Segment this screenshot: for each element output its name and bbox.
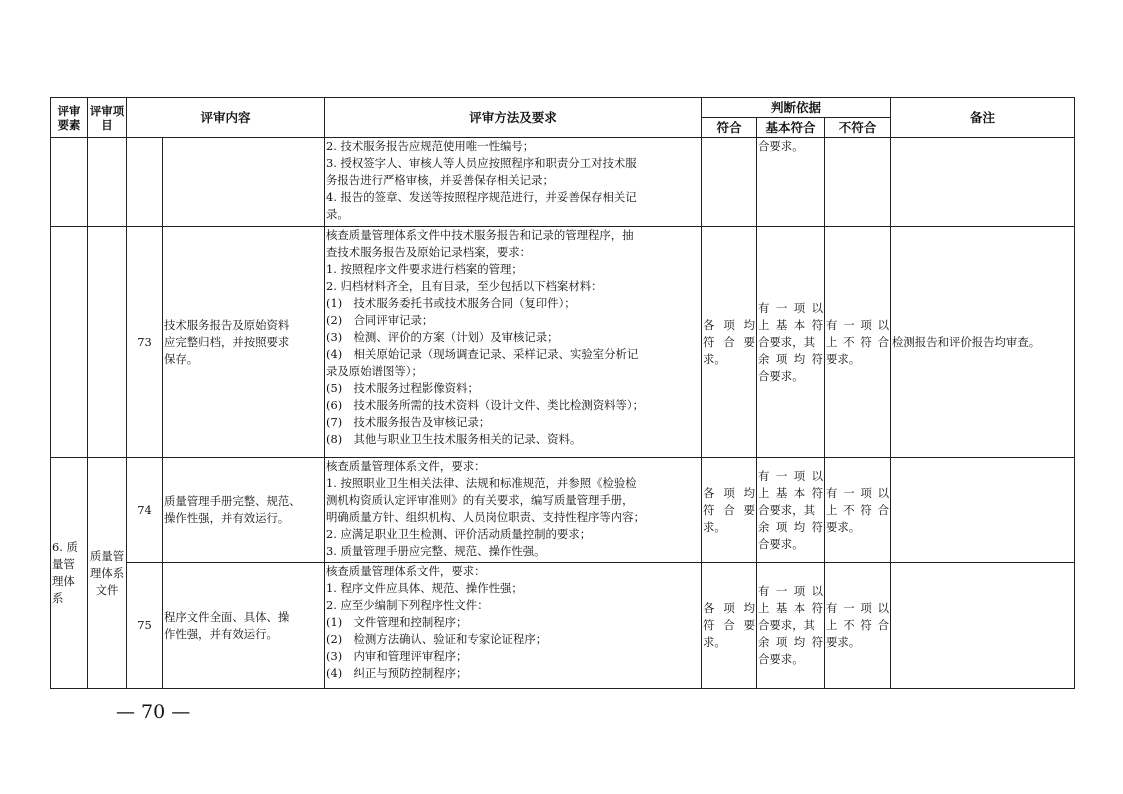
method-cell: 核查质量管理体系文件中技术服务报告和记录的管理程序，抽 查技术服务报告及原始记录档案，要求： 1. 按照程序文件要求进行档案的管理； 2. 归档材料齐全，且有目录，至少包括以下档案材料： (1) 技术服务委托书或技术服务合同（复印件）； (2) 合同评审记录； (3) 检测、评价的方案（计划）及审核记录； (4) 相关原始记录（现场调查记录、采样记录、实验室分析记 录及原始谱图等）； (5) 技术服务过程影像资料； (6) 技术服务所需的技术资料（设计文件、类比检测资料等）； (7) 技术服务报告及审核记录； (8) 其他与职业卫生技术服务相关的记录、资料。 [325, 227, 702, 458]
item-number: 73 [127, 227, 163, 458]
basic-cell: 合要求。 [757, 138, 825, 227]
method-cell: 核查质量管理体系文件，要求： 1. 按照职业卫生相关法律、法规和标准规范，并参照《检验检 测机构资质认定评审准则》的有关要求，编写质量管理手册， 明确质量方针、组织机构、人员岗位职责、支持性程序等内容； 2. 应满足职业卫生检测、评价活动质量控制的要求； 3. 质量管理手册应完整、规范、操作性强。 [325, 458, 702, 563]
header-basis: 判断依据 [702, 98, 891, 118]
no-cell [127, 138, 163, 227]
content-cell: 程序文件全面、具体、操 作性强，并有效运行。 [163, 563, 325, 689]
content-cell: 技术服务报告及原始资料 应完整归档，并按照要求 保存。 [163, 227, 325, 458]
method-cell: 2. 技术服务报告应规范使用唯一性编号； 3. 授权签字人、审核人等人员应按照程序和职责分工对技术服 务报告进行严格审核，并妥善保存相关记录； 4. 报告的签章、发送等按照程序规范进行，并妥善保存相关记 录。 [325, 138, 702, 227]
basic-cell: 有一项以 上基本符 合要求，其 余项均符 合要求。 [757, 458, 825, 563]
header-method: 评审方法及要求 [325, 98, 702, 138]
table-row [51, 563, 1075, 689]
basic-cell: 有一项以 上基本符 合要求，其 余项均符 合要求。 [757, 563, 825, 689]
noncomply-cell [825, 138, 891, 227]
element-cell [51, 227, 88, 458]
review-table [50, 97, 1075, 689]
noncomply-cell: 有一项以 上不符合 要求。 [825, 563, 891, 689]
header-element: 评审要素 [51, 98, 88, 138]
header-noncomply: 不符合 [825, 118, 891, 138]
noncomply-cell: 有一项以 上不符合 要求。 [825, 227, 891, 458]
remark-cell [891, 563, 1075, 689]
method-cell: 核查质量管理体系文件，要求： 1. 程序文件应具体、规范、操作性强； 2. 应至少编制下列程序性文件： (1) 文件管理和控制程序； (2) 检测方法确认、验证和专家论证程序； (3) 内审和管理评审程序； (4) 纠正与预防控制程序； [325, 563, 702, 689]
noncomply-cell: 有一项以 上不符合 要求。 [825, 458, 891, 563]
header-content: 评审内容 [127, 98, 325, 138]
header-item: 评审项目 [88, 98, 127, 138]
item-cell: 质量管理体系文件 [88, 458, 127, 689]
item-number: 75 [127, 563, 163, 689]
comply-cell: 各项均 符合要 求。 [702, 227, 757, 458]
content-cell: 质量管理手册完整、规范、 操作性强，并有效运行。 [163, 458, 325, 563]
content-cell [163, 138, 325, 227]
remark-cell [891, 138, 1075, 227]
header-remark: 备注 [891, 98, 1075, 138]
comply-cell [702, 138, 757, 227]
table-row [51, 227, 1075, 458]
page-number: — 70 — [116, 701, 191, 723]
header-comply: 符合 [702, 118, 757, 138]
element-cell [51, 138, 88, 227]
table-row [51, 138, 1075, 227]
basic-cell: 有一项以 上基本符 合要求，其 余项均符 合要求。 [757, 227, 825, 458]
item-number: 74 [127, 458, 163, 563]
item-cell [88, 138, 127, 227]
remark-cell: 检测报告和评价报告均审查。 [891, 227, 1075, 458]
item-cell [88, 227, 127, 458]
remark-cell [891, 458, 1075, 563]
comply-cell: 各项均 符合要 求。 [702, 563, 757, 689]
comply-cell: 各项均 符合要 求。 [702, 458, 757, 563]
header-basic-comply: 基本符合 [757, 118, 825, 138]
element-cell: 6. 质量管理体系 [51, 458, 88, 689]
table-row [51, 458, 1075, 563]
